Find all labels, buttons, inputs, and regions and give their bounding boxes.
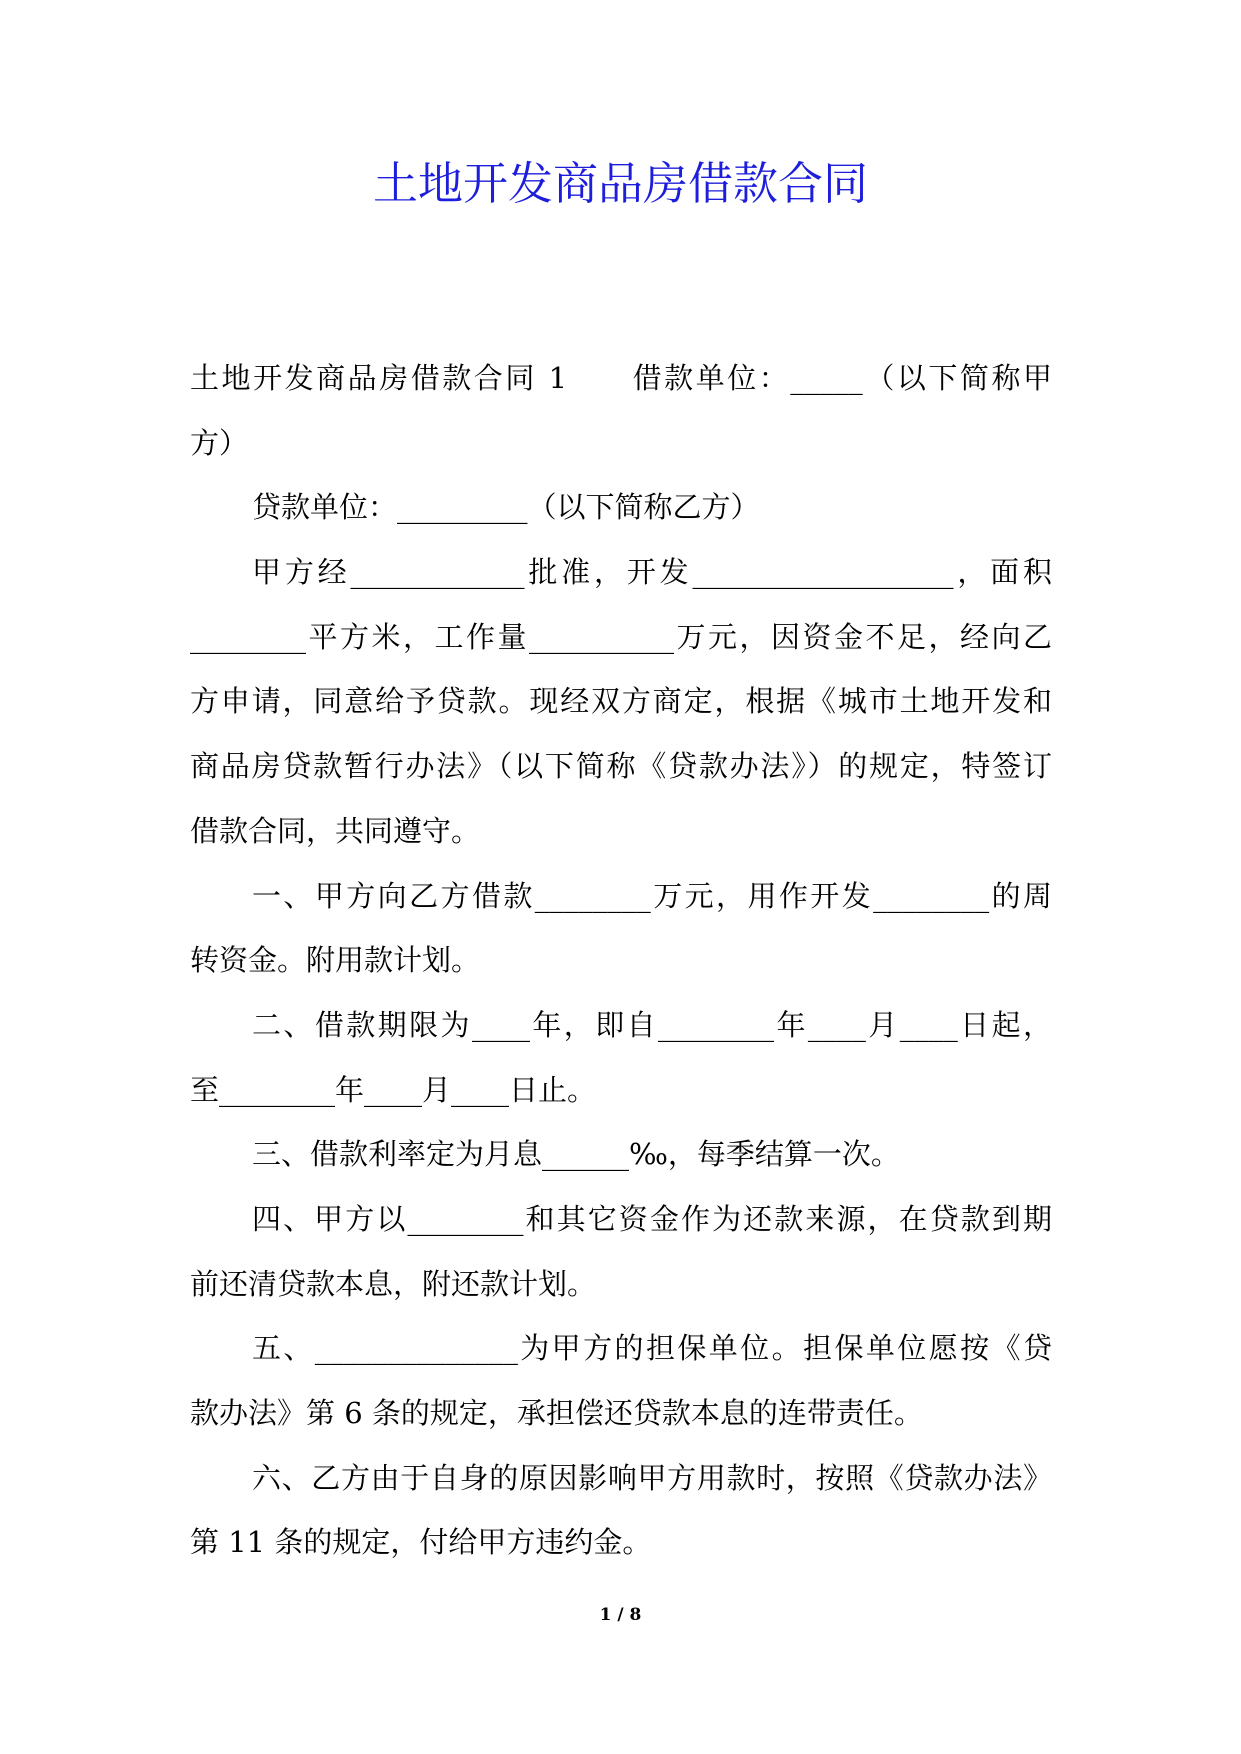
paragraph-preamble <box>190 540 1052 863</box>
text-line: 一、甲方向乙方借款________万元，用作开发________的周 <box>252 878 1052 913</box>
text-line: 四、甲方以________和其它资金作为还款来源，在贷款到期 <box>252 1201 1052 1236</box>
text-line: 方申请，同意给予贷款。现经双方商定，根据《城市土地开发和 <box>190 684 1052 719</box>
clause-3 <box>190 1122 1052 1187</box>
clause-6 <box>190 1446 1052 1575</box>
text-line: 土地开发商品房借款合同 1 借款单位：_____（以下简称甲 <box>190 361 1052 395</box>
page-number: 1 / 8 <box>599 1605 642 1625</box>
text-line: ________平方米，工作量__________万元，因资金不足，经向乙 <box>190 619 1052 654</box>
text-line: 贷款单位：_________（以下简称乙方） <box>252 490 760 525</box>
text-line: 方） <box>190 425 249 460</box>
text-line: 第 11 条的规定，付给甲方违约金。 <box>190 1525 652 1560</box>
clause-2 <box>190 993 1052 1122</box>
text-line: 甲方经____________批准，开发__________________，面积 <box>252 555 1052 590</box>
text-line: 五、______________为甲方的担保单位。担保单位愿按《贷 <box>252 1331 1052 1366</box>
clause-4 <box>190 1187 1052 1316</box>
document-body <box>190 346 1052 1575</box>
text-line: 款办法》第 6 条的规定，承担偿还贷款本息的连带责任。 <box>190 1396 923 1430</box>
document-title: 土地开发商品房借款合同 <box>372 157 868 210</box>
text-line: 转资金。附用款计划。 <box>190 943 481 978</box>
clause-5 <box>190 1316 1052 1445</box>
text-line: 前还清贷款本息，附还款计划。 <box>190 1266 597 1301</box>
clause-1 <box>190 864 1052 993</box>
text-line: 至________年____月____日止。 <box>190 1072 597 1107</box>
text-line: 二、借款期限为____年，即自________年____月____日起， <box>252 1007 1052 1042</box>
text-line: 三、借款利率定为月息______‰，每季结算一次。 <box>252 1137 900 1172</box>
text-line: 六、乙方由于自身的原因影响甲方用款时，按照《贷款办法》 <box>252 1460 1052 1495</box>
paragraph-lender <box>190 475 1052 540</box>
text-line: 商品房贷款暂行办法》（以下简称《贷款办法》）的规定，特签订 <box>190 749 1052 784</box>
text-line: 借款合同，共同遵守。 <box>190 813 481 848</box>
paragraph-borrower <box>190 346 1052 475</box>
